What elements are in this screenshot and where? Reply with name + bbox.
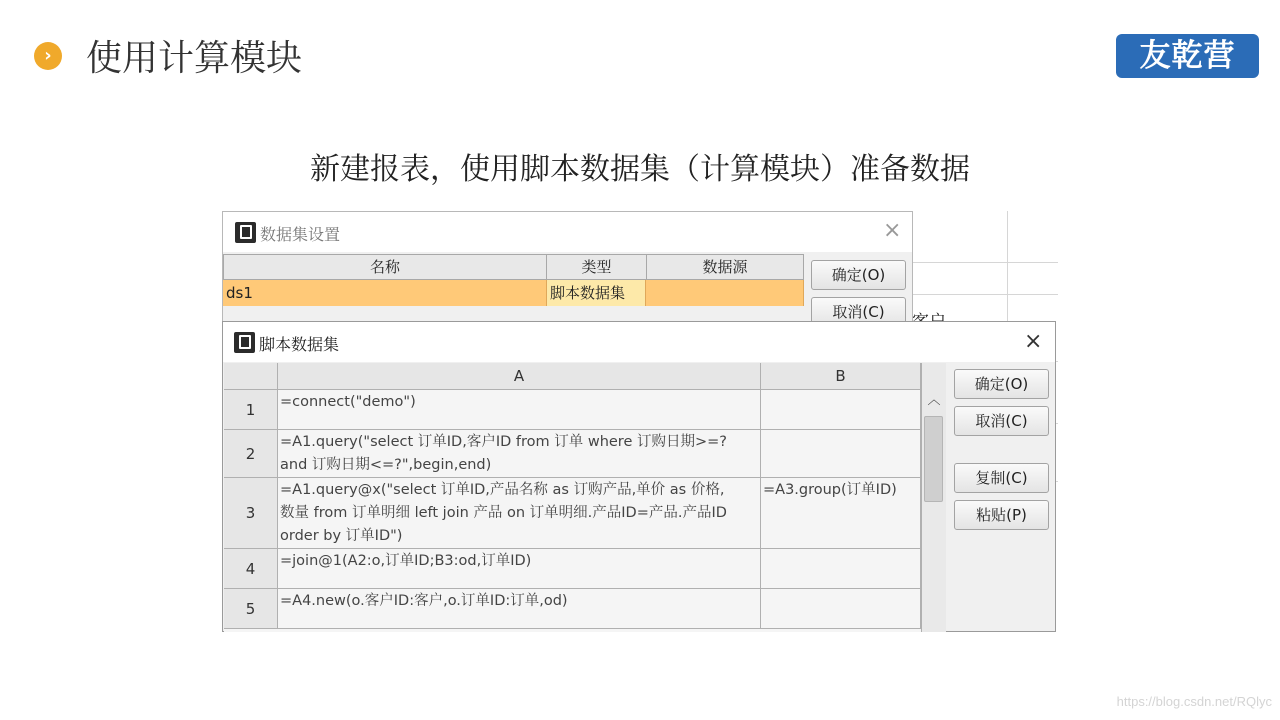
script-dataset-dialog [222,321,1056,632]
row-header[interactable]: 2 [224,430,278,478]
dataset-settings-dialog [222,211,913,326]
dialog-titlebar [223,212,912,252]
row-header[interactable]: 4 [224,549,278,589]
cell-b4[interactable] [761,549,921,589]
slide-title: 使用计算模块 [86,38,303,79]
cell-line: =A4.new(o.客户ID:客户,o.订单ID:订单,od) [280,593,568,609]
dialog-title: 脚本数据集 [259,335,340,354]
row-header[interactable]: 5 [224,589,278,629]
cell-line: 数量 from 订单明细 left join 产品 on 订单明细.产品ID=产品.产品ID [280,505,727,521]
slide-subtitle: 新建报表，使用脚本数据集（计算模块）准备数据 [310,152,970,187]
column-header-a[interactable]: A [278,363,761,390]
script-grid [224,363,921,632]
row-header[interactable]: 3 [224,478,278,549]
cell-line: =connect("demo") [280,394,416,410]
cell-a1[interactable] [278,390,761,430]
cell-b3[interactable]: =A3.group(订单ID) [761,478,921,549]
watermark: https://blog.csdn.net/RQlyc [1116,694,1272,709]
close-icon[interactable]: × [1024,329,1043,354]
software-screenshot [222,211,1058,632]
paste-button[interactable]: 粘贴(P) [954,500,1049,530]
dataset-source-cell[interactable] [646,280,804,306]
column-header-b[interactable]: B [761,363,921,390]
cell-b1[interactable] [761,390,921,430]
cell-line: order by 订单ID") [280,528,403,544]
cancel-button[interactable]: 取消(C) [954,406,1049,436]
app-logo-icon [235,222,256,243]
cell-a2[interactable] [278,430,761,478]
row-header[interactable]: 1 [224,390,278,430]
column-header-name[interactable]: 名称 [223,254,547,280]
scrollbar-thumb[interactable] [924,416,943,502]
cell-b2[interactable] [761,430,921,478]
app-logo-icon [234,332,255,353]
dataset-type-cell[interactable]: 脚本数据集 [547,280,646,306]
brand-logo: 友乾营 [1116,34,1259,78]
dialog-titlebar [223,322,1055,362]
ok-button[interactable]: 确定(O) [811,260,906,290]
vertical-scrollbar[interactable] [921,363,946,632]
cell-line: =join@1(A2:o,订单ID;B3:od,订单ID) [280,553,532,569]
cell-line: =A1.query@x("select 订单ID,产品名称 as 订购产品,单价 as 价格, [280,482,725,498]
chevron-right-icon: › [34,42,62,70]
grid-corner[interactable] [224,363,278,390]
cancel-button[interactable]: 取消(C) [811,297,906,327]
copy-button[interactable]: 复制(C) [954,463,1049,493]
cell-a3[interactable] [278,478,761,549]
dataset-name-cell[interactable]: ds1 [223,280,547,306]
cell-a5[interactable] [278,589,761,629]
ok-button[interactable]: 确定(O) [954,369,1049,399]
dialog-title: 数据集设置 [260,225,341,244]
cell-a4[interactable] [278,549,761,589]
column-header-source[interactable]: 数据源 [646,254,804,280]
close-icon[interactable]: × [883,218,902,243]
cell-line: and 订购日期<=?",begin,end) [280,457,492,473]
cell-line: =A1.query("select 订单ID,客户ID from 订单 where 订购日期>=? [280,434,727,450]
cell-b5[interactable] [761,589,921,629]
chevron-up-icon[interactable]: ︿ [927,393,941,408]
column-header-type[interactable]: 类型 [546,254,647,280]
